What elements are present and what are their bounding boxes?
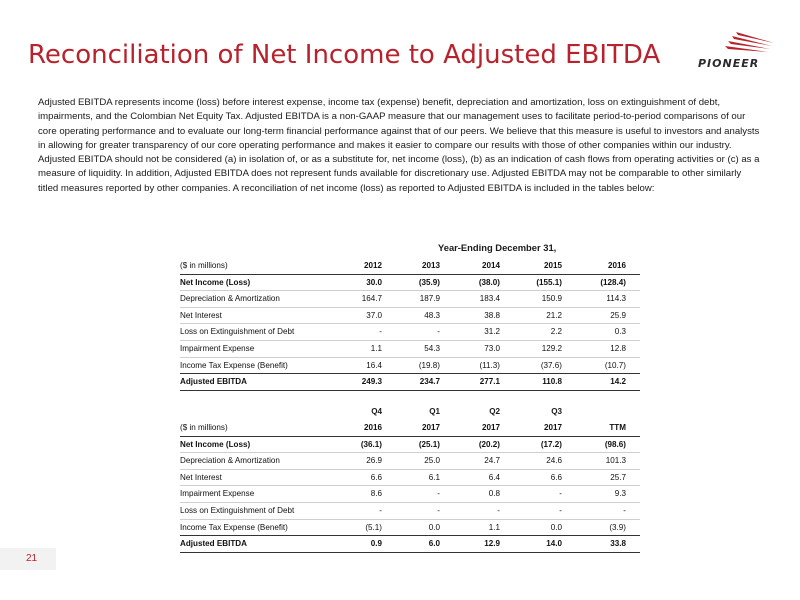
row-label: Impairment Expense [180,489,255,499]
table-row [180,275,640,291]
row-label: Depreciation & Amortization [180,294,280,304]
annual-table-caption: Year-Ending December 31, [438,242,557,253]
cell-value: 8.6 [370,489,382,499]
cell-value: 14.2 [610,377,626,387]
cell-value: 38.8 [484,310,500,320]
cell-value: - [623,506,626,515]
cell-value: - [559,506,562,515]
table-row [180,470,640,486]
table-row [180,503,640,519]
cell-value: 1.1 [488,522,500,532]
table-row [180,486,640,502]
cell-value: 234.7 [419,377,440,387]
unit-label: ($ in millions) [180,423,228,432]
cell-value: 6.6 [370,472,382,482]
cell-value: (10.7) [604,360,626,370]
cell-value: 129.2 [541,344,562,353]
row-label: Net Interest [180,310,222,320]
cell-value: 0.9 [370,539,382,549]
cell-value: 2.2 [550,327,562,337]
cell-value: 183.4 [479,294,500,304]
cell-value: (11.3) [479,360,500,370]
cell-value: (20.2) [478,439,500,449]
cell-value: 48.3 [424,310,440,320]
cell-value: 24.7 [484,456,500,466]
cell-value: 14.0 [546,539,562,549]
cell-value: 12.8 [610,344,626,353]
page-title: Reconciliation of Net Income to Adjusted EBITDA [28,40,661,70]
table-row [180,536,640,552]
cell-value: 114.3 [606,294,626,304]
cell-value: 150.9 [541,294,562,304]
table-row [180,308,640,324]
page-number-box [0,548,56,570]
row-label: Impairment Expense [180,344,255,353]
cell-value: 37.0 [366,310,382,320]
cell-value: 277.1 [479,377,500,387]
cell-value: (5.1) [365,522,382,532]
cell-value: 25.9 [610,310,626,320]
table-row [180,341,640,357]
column-header: 2014 [481,261,500,270]
cell-value: (98.6) [604,439,626,449]
table-header-row [180,420,640,436]
row-divider [180,390,640,391]
table-row [180,437,640,453]
table-row [180,374,640,390]
cell-value: (36.1) [360,439,382,449]
cell-value: - [379,327,382,337]
row-label: Income Tax Expense (Benefit) [180,522,288,532]
quarter-label: Q2 [489,407,500,416]
intro-paragraph: Adjusted EBITDA represents income (loss) before interest expense, income tax (expense) benefit, depreciation and amortization, loss on extinguishment of debt, impairments, and the Colombian Net Equity Tax. Adjusted EBITDA is a non-GAAP measure that our management uses to facilitate period-to-period comparisons of our core operating performance and to evaluate our long-term financial performance against that of our peers. We believe that this measure is useful to investors and analysts in allowing for greater transparency of our core operating performance and makes it easier to compare our results with those of other companies within our industry. Adjusted EBITDA should not be considered (a) in isolation of, or as a substitute for, net income (loss), (b) as an indication of cash flows from operating activities or (c) as a measure of liquidity. In addition, Adjusted EBITDA does not represent funds available for discretionary use. Adjusted EBITDA may not be comparable to other similarly titled measures reported by other companies. A reconciliation of net income (loss) as reported to Adjusted EBITDA is included in the tables below: [38,97,760,194]
cell-value: (155.1) [536,277,562,287]
cell-value: - [497,506,500,515]
cell-value: 101.3 [605,456,626,466]
cell-value: (35.9) [418,277,440,287]
cell-value: - [437,327,440,337]
table-header-row [180,258,640,274]
column-header: 2017 [421,423,440,432]
table-row [180,291,640,307]
row-label: Net Income (Loss) [180,277,251,287]
quarter-label: Q4 [371,407,382,416]
row-label: Adjusted EBITDA [180,539,247,549]
cell-value: 31.2 [484,327,500,337]
page-number: 21 [26,553,38,564]
row-label: Net Interest [180,472,222,482]
cell-value: 0.0 [550,522,562,532]
cell-value: 9.3 [614,489,626,499]
quarter-label: Q1 [429,407,440,416]
cell-value: 0.8 [488,489,500,499]
row-label: Adjusted EBITDA [180,377,247,387]
cell-value: 25.0 [424,456,440,466]
cell-value: 24.6 [546,456,562,466]
cell-value: - [379,506,382,515]
cell-value: (17.2) [540,439,562,449]
cell-value: 6.4 [488,472,500,482]
logo-swoosh-icon [698,30,778,60]
cell-value: 6.0 [428,539,440,549]
cell-value: - [437,506,440,515]
table-row [180,324,640,340]
cell-value: 33.8 [610,539,626,549]
unit-label: ($ in millions) [180,261,228,270]
cell-value: (38.0) [478,277,500,287]
row-label: Loss on Extinguishment of Debt [180,506,295,515]
column-header: TTM [609,423,626,432]
column-header: 2013 [421,261,440,270]
cell-value: (128.4) [600,277,626,287]
cell-value: 16.4 [366,360,382,370]
cell-value: (19.8) [418,360,440,370]
column-header: 2012 [363,261,382,270]
pioneer-logo [698,30,778,78]
row-label: Loss on Extinguishment of Debt [180,327,295,337]
cell-value: - [559,489,562,499]
cell-value: 0.0 [428,522,440,532]
table-row [180,453,640,469]
cell-value: (3.9) [609,522,626,532]
cell-value: 54.3 [424,344,440,353]
row-label: Net Income (Loss) [180,439,251,449]
row-label: Depreciation & Amortization [180,456,280,466]
cell-value: 6.6 [550,472,562,482]
row-divider [180,552,640,553]
table-row [180,520,640,536]
cell-value: 187.9 [419,294,440,304]
row-label: Income Tax Expense (Benefit) [180,360,288,370]
cell-value: 25.7 [610,472,626,482]
column-header: 2017 [543,423,562,432]
cell-value: 0.3 [614,327,626,337]
cell-value: 12.9 [484,539,500,549]
column-header: 2016 [607,261,626,270]
column-header: 2015 [543,261,562,270]
cell-value: 164.7 [361,294,382,304]
logo-text: PIONEER [698,57,760,70]
cell-value: 249.3 [361,377,382,387]
cell-value: - [437,489,440,499]
cell-value: 30.0 [366,277,382,287]
cell-value: 21.2 [546,310,562,320]
cell-value: 73.0 [484,344,500,353]
quarter-label: Q3 [551,407,562,416]
cell-value: 6.1 [428,472,440,482]
cell-value: 1.1 [370,344,382,353]
cell-value: 26.9 [366,456,382,466]
column-header: 2017 [481,423,500,432]
table-row [180,358,640,374]
column-header: 2016 [363,423,382,432]
cell-value: (25.1) [418,439,440,449]
cell-value: (37.6) [540,360,562,370]
cell-value: 110.8 [542,377,562,387]
